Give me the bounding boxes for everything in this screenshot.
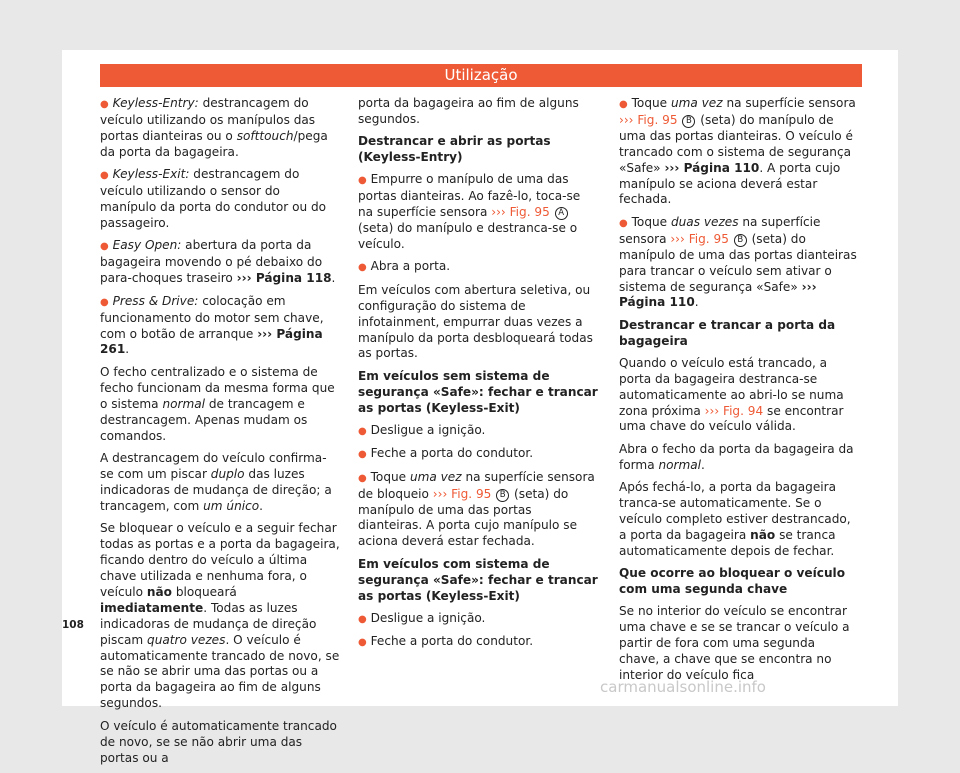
term: Keyless-Entry: <box>112 96 199 110</box>
callout-letter: B <box>734 234 747 247</box>
paragraph: Se no interior do veículo se encontrar uma chave e se se trancar o veículo a partir de fora com uma segunda chave, a chave que se encontra no interior do veículo fica <box>619 604 850 682</box>
paragraph: Abra o fecho da porta da bagageira da forma normal. <box>619 441 854 472</box>
figure-link[interactable]: ››› Fig. 94 <box>704 403 764 418</box>
bullet-item: ● Toque uma vez na superfície sensora ››› Fig. 95 B (seta) do manípulo de uma das portas dianteiras. O veículo é trancado com o sistema de segurança «Safe» ››› Página 110. A porta cujo manípulo se aciona deverá estar fechada. <box>619 96 856 207</box>
bullet-item: ● Toque uma vez na superfície sensora de bloqueio ››› Fig. 95 B (seta) do manípulo de uma das portas dianteiras. A porta cujo manípulo se aciona deverá estar fechada. <box>358 469 595 549</box>
text: destrancagem do veículo utilizando os manípulos das portas dianteiras ou o <box>100 96 316 143</box>
bullet-item: ● Abra a porta. <box>358 259 451 274</box>
figure-link[interactable]: ››› Fig. 95 <box>670 231 729 246</box>
term: softtouch <box>236 128 294 143</box>
bullet-icon: ● <box>358 613 367 625</box>
text: /pega da porta da bagageira. <box>100 128 328 159</box>
subheading: Destrancar e trancar a porta da bagageira <box>619 317 836 348</box>
watermark: carmanualsonline.info <box>600 678 766 696</box>
bullet-keyless-exit <box>100 167 340 232</box>
bullet-icon: ● <box>358 472 367 484</box>
bullet-item: ● Empurre o manípulo de uma das portas dianteiras. Ao fazê-lo, toca-se na superfície sensora ››› Fig. 95 A (seta) do manípulo e destranca-se o veículo. <box>358 172 581 251</box>
section-header: Utilização <box>100 64 862 87</box>
text: destrancagem do veículo utilizando o sensor do manípulo da porta do condutor ou do passageiro. <box>100 167 327 230</box>
page-link[interactable]: ››› Página 110 <box>619 279 817 310</box>
bullet-keyless-entry <box>100 96 340 161</box>
callout-letter: B <box>682 115 695 128</box>
paragraph: Após fechá-lo, a porta da bagageira tranca-se automaticamente. Se o veículo completo estiver destrancado, a porta da bagageira não se tranca automaticamente depois de fechar. <box>619 480 851 558</box>
subheading: Que ocorre ao bloquear o veículo com uma segunda chave <box>619 566 846 597</box>
term: Keyless-Exit: <box>112 167 190 182</box>
bullet-icon: ● <box>358 637 367 649</box>
paragraph: Se bloquear o veículo e a seguir fechar todas as portas e a porta da bagageira, ficando dentro do veículo a última chave utilizada e nenhuma fora, o veículo não bloqueará imediatamente. Todas as luzes indicadoras de mudança de direção piscam quatro vezes. O veículo é automaticamente trancado de novo, se se não se abrir uma das portas ou a porta da bagageira ao fim de alguns segundos. <box>100 521 340 711</box>
paragraph: O fecho centralizado e o sistema de fecho funcionam da mesma forma que o sistema normal de trancagem e destrancagem. Apenas mudam os comandos. <box>100 364 335 443</box>
bullet-item: ● Desligue a ignição. <box>358 610 486 625</box>
bullet-icon: ● <box>100 170 109 182</box>
subheading: Destrancar e abrir as portas (Keyless-Entry) <box>358 134 551 165</box>
paragraph: O veículo é automaticamente trancado de novo, se se não abrir uma das portas ou a <box>100 718 337 765</box>
callout-letter: A <box>555 207 568 220</box>
page-link[interactable]: ››› Página 110 <box>664 160 760 175</box>
figure-link[interactable]: ››› Fig. 95 <box>432 486 492 501</box>
bullet-easy-open: ● Easy Open: abertura da porta da bagageira movendo o pé debaixo do para-choques traseiro ››› Página 118. <box>100 238 336 286</box>
bullet-item: ● Feche a porta do condutor. <box>358 446 534 461</box>
page-link[interactable]: ››› Página 261 <box>100 326 323 357</box>
bullet-icon: ● <box>619 217 628 229</box>
bullet-icon: ● <box>358 449 367 461</box>
text: colocação em funcionamento do motor sem chave, com o botão de arranque <box>100 293 324 341</box>
callout-letter: B <box>496 489 509 502</box>
bullet-icon: ● <box>358 175 367 187</box>
term: Easy Open: <box>112 238 182 253</box>
term: Press & Drive: <box>112 293 199 308</box>
figure-link[interactable]: ››› Fig. 95 <box>491 205 550 220</box>
bullet-icon: ● <box>100 241 109 253</box>
paragraph: A destrancagem do veículo confirma-se com um piscar duplo das luzes indicadoras de mudança de direção; a trancagem, com um único. <box>100 451 332 513</box>
bullet-press-drive: ● Press & Drive: colocação em funcionamento do motor sem chave, com o botão de arranque ››› Página 261. <box>100 293 324 357</box>
page-link[interactable]: ››› Página 118 <box>236 271 332 286</box>
text: abertura da porta da bagageira movendo o pé debaixo do para-choques traseiro <box>100 238 323 286</box>
bullet-icon: ● <box>100 296 109 308</box>
subheading: Em veículos sem sistema de segurança «Safe»: fechar e trancar as portas (Keyless-Exit) <box>358 368 598 415</box>
paragraph: Em veículos com abertura seletiva, ou configuração do sistema de infotainment, empurrar duas vezes a manípulo da porta desbloqueará todas as portas. <box>358 282 593 361</box>
paragraph: porta da bagageira ao fim de alguns segundos. <box>358 96 579 126</box>
column-3 <box>619 96 859 690</box>
bullet-icon: ● <box>358 425 367 437</box>
bullet-item: ● Feche a porta do condutor. <box>358 634 534 649</box>
paragraph: Quando o veículo está trancado, a porta da bagageira destranca-se automaticamente ao abri-lo se numa zona próxima ››› Fig. 94 se encontrar uma chave do veículo válida. <box>619 355 844 434</box>
bullet-item: ● Desligue a ignição. <box>358 422 486 437</box>
bullet-icon: ● <box>100 99 109 110</box>
subheading: Em veículos com sistema de segurança «Safe»: fechar e trancar as portas (Keyless-Exit) <box>358 556 598 603</box>
column-2 <box>358 96 598 658</box>
page-number: 108 <box>62 619 84 631</box>
column-1 <box>100 96 340 773</box>
bullet-item: ● Toque duas vezes na superfície sensora ››› Fig. 95 B (seta) do manípulo de uma das portas dianteiras para trancar o veículo sem ativar o sistema de segurança «Safe» ››› Página 110. <box>619 214 857 310</box>
figure-link[interactable]: ››› Fig. 95 <box>619 112 678 127</box>
bullet-icon: ● <box>619 99 628 110</box>
bullet-icon: ● <box>358 262 367 274</box>
